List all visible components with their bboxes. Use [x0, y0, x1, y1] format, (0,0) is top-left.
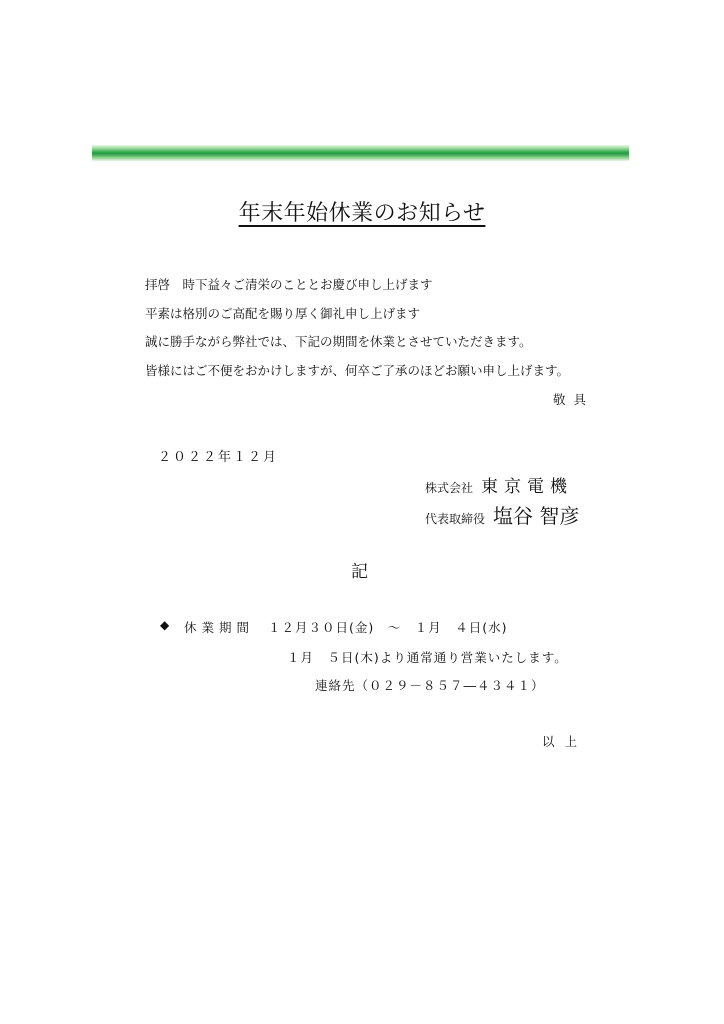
representative-block [425, 500, 579, 529]
notice-date: ２０２２年１２月 [158, 450, 279, 465]
holiday-period-dates: １２月３０日(金) ～ １月 ４日(水) [268, 620, 508, 635]
representative-title: 代表取締役 [425, 512, 486, 526]
company-block [425, 472, 573, 497]
greeting-line-3: 誠に勝手ながら弊社では、下記の期間を休業とさせていただきます。 [145, 334, 532, 349]
company-type-label: 株式会社 [425, 481, 474, 495]
closing-keigu: 敬具 [553, 392, 595, 407]
resume-business-text: １月 ５日(木)より通常通り営業いたします。 [287, 650, 568, 665]
contact-info: 連絡先（０２９－８５７―４３４１） [315, 678, 545, 693]
holiday-period-label: 休業期間 [184, 620, 255, 635]
diamond-bullet-icon: ◆ [160, 618, 170, 632]
company-name: 東京電機 [481, 477, 574, 497]
page-title: 年末年始休業のお知らせ [238, 201, 486, 226]
closing-ijo: 以上 [542, 734, 588, 749]
header-green-bar [92, 145, 629, 161]
ki-heading: 記 [351, 562, 368, 582]
greeting-line-1: 拝啓 時下益々ご清栄のこととお慶び申し上げます [145, 277, 433, 292]
greeting-line-4: 皆様にはご不便をおかけしますが、何卒ご了承のほどお願い申し上げます。 [145, 363, 570, 378]
representative-name: 塩谷 智彦 [493, 504, 580, 528]
greeting-line-2: 平素は格別のご高配を賜り厚く御礼申し上げます [145, 306, 421, 321]
